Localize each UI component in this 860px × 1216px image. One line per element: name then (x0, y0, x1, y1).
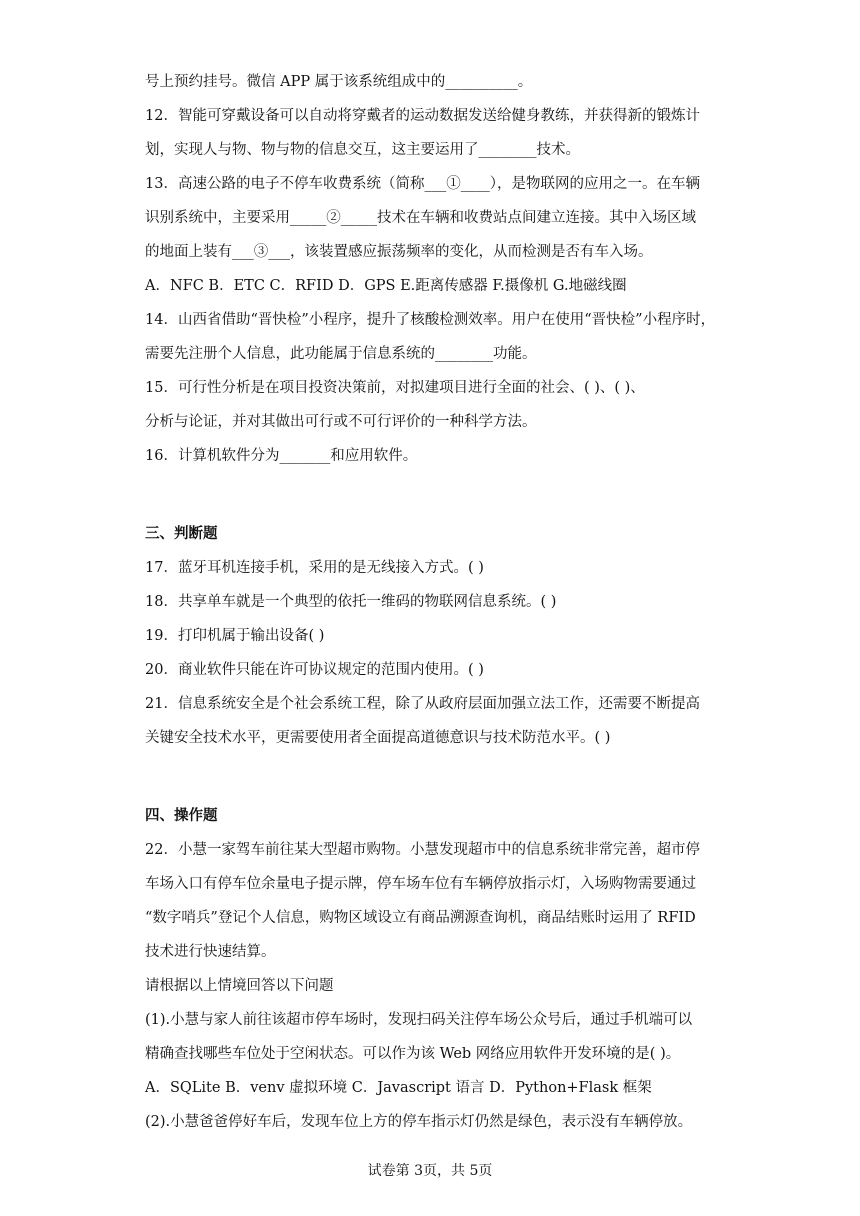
question-22-line-3: “数字哨兵”登记个人信息，购物区域设立有商品溯源查询机，商品结账时运用了 RFID (145, 910, 696, 926)
question-22-line-1: 22．小慧一家驾车前往某大型超市购物。小慧发现超市中的信息系统非常完善，超市停 (145, 842, 700, 858)
question-12-line-1: 12．智能可穿戴设备可以自动将穿戴者的运动数据发送给健身教练，并获得新的锻炼计 (145, 108, 700, 124)
question-13-line-1: 13．高速公路的电子不停车收费系统（简称___①____），是物联网的应用之一。在车辆 (145, 176, 700, 192)
section-heading-judgement: 三、判断题 (145, 525, 218, 542)
question-13-line-2: 识别系统中，主要采用_____②_____技术在车辆和收费站点间建立连接。其中入场区域 (145, 210, 696, 226)
text-line: 号上预约挂号。微信 APP 属于该系统组成中的__________。 (145, 74, 533, 90)
question-15-line-2: 分析与论证，并对其做出可行或不可行评价的一种科学方法。 (145, 414, 537, 430)
question-18: 18．共享单车就是一个典型的依托一维码的物联网信息系统。( ) (145, 594, 557, 610)
question-22-sub1-line-1: (1).小慧与家人前往该超市停车场时，发现扫码关注停车场公众号后，通过手机端可以 (145, 1012, 693, 1028)
question-14-line-2: 需要先注册个人信息，此功能属于信息系统的________功能。 (145, 346, 537, 362)
question-17: 17．蓝牙耳机连接手机，采用的是无线接入方式。( ) (145, 560, 484, 576)
question-13-line-3: 的地面上装有___③___，该装置感应振荡频率的变化，从而检测是否有车入场。 (145, 244, 653, 260)
question-22-sub1-options: A．SQLite B．venv 虚拟环境 C．Javascript 语言 D．Python+Flask 框架 (145, 1080, 652, 1096)
question-21-line-1: 21．信息系统安全是个社会系统工程，除了从政府层面加强立法工作，还需要不断提高 (145, 696, 700, 712)
question-20: 20．商业软件只能在许可协议规定的范围内使用。( ) (145, 662, 484, 678)
question-14-line-1: 14．山西省借助“晋快检”小程序，提升了核酸检测效率。用户在使用“晋快检”小程序时， (145, 312, 716, 328)
question-22-sub1-line-2: 精确查找哪些车位处于空闲状态。可以作为该 Web 网络应用软件开发环境的是( )。 (145, 1046, 681, 1062)
question-22-prompt: 请根据以上情境回答以下问题 (145, 978, 334, 994)
question-21-line-2: 关键安全技术水平，更需要使用者全面提高道德意识与技术防范水平。( ) (145, 730, 611, 746)
question-15-line-1: 15．可行性分析是在项目投资决策前，对拟建项目进行全面的社会、( )、( )、 (145, 380, 645, 396)
page-footer: 试卷第 3页，共 5页 (367, 1163, 493, 1179)
question-19: 19．打印机属于输出设备( ) (145, 628, 325, 644)
question-12-line-2: 划，实现人与物、物与物的信息交互，这主要运用了________技术。 (145, 142, 580, 158)
question-16: 16．计算机软件分为_______和应用软件。 (145, 448, 418, 464)
question-13-options: A．NFC B．ETC C．RFID D．GPS E.距离传感器 F.摄像机 G.地磁线圈 (145, 278, 627, 294)
question-22-line-2: 车场入口有停车位余量电子提示牌，停车场车位有车辆停放指示灯，入场购物需要通过 (145, 876, 696, 892)
question-22-sub2-line-1: (2).小慧爸爸停好车后，发现车位上方的停车指示灯仍然是绿色，表示没有车辆停放。 (145, 1114, 693, 1130)
section-heading-operation: 四、操作题 (145, 807, 218, 824)
question-22-line-4: 技术进行快速结算。 (145, 944, 276, 960)
